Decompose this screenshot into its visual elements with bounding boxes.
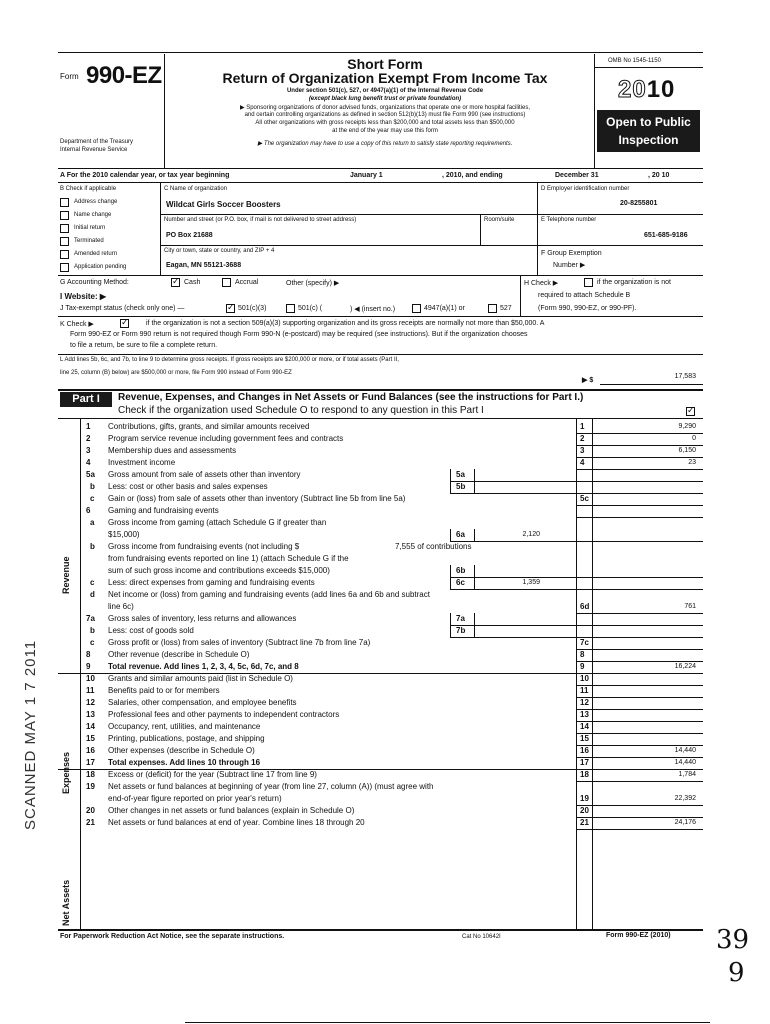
year-prefix: 20 — [618, 76, 647, 103]
tax-year — [618, 76, 675, 104]
line-description: Net assets or fund balances at end of year. Combine lines 18 through 20 — [108, 818, 365, 827]
line-description: Gaming and fundraising events — [108, 506, 219, 515]
line-box-number: 15 — [580, 734, 589, 743]
line-box-number: 20 — [580, 806, 589, 815]
line-number: 2 — [86, 434, 91, 443]
line-rule — [576, 757, 703, 758]
subtitle-7: ▶ The organization may have to use a copy of this return to satisfy state reporting requirements. — [257, 141, 513, 147]
line-amount[interactable]: 9,290 — [678, 423, 696, 430]
line-description: Gross income from fundraising events (not including $ — [108, 542, 300, 551]
line-box-number: 10 — [580, 674, 589, 683]
inner-box-number: 7a — [456, 614, 465, 623]
line-description: Gain or (loss) from sale of assets other than inventory (Subtract line 5b from line 5a) — [108, 494, 406, 503]
inner-box-number: 6a — [456, 530, 465, 539]
line-box-number: 16 — [580, 746, 589, 755]
name-change-checkbox[interactable] — [60, 211, 69, 220]
line-rule — [576, 709, 703, 710]
line-number: 15 — [86, 734, 95, 743]
line-rule — [450, 625, 451, 637]
line-box-number: 7c — [580, 638, 589, 647]
line-number: c — [90, 494, 95, 503]
form-label: Form — [60, 72, 79, 81]
line-number: 9 — [86, 662, 91, 671]
line-amount[interactable]: 14,440 — [674, 759, 696, 766]
line-rule — [450, 469, 451, 481]
application-pending-checkbox[interactable] — [60, 263, 69, 272]
line-number: 21 — [86, 818, 95, 827]
line-number: b — [90, 626, 95, 635]
line-rule — [576, 589, 703, 590]
line-k-label: K Check ▶ — [60, 321, 94, 328]
line-rule — [592, 419, 593, 929]
omb-number: OMB No 1545-1150 — [608, 58, 661, 64]
line-description: Less: cost or other basis and sales expenses — [108, 482, 268, 491]
line-description: Total revenue. Add lines 1, 2, 3, 4, 5c, 6d, 7c, and 8 — [108, 662, 299, 671]
line-description-cont: sum of such gross income and contributions exceeds $15,000) — [108, 566, 330, 575]
line-description: Less: cost of goods sold — [108, 626, 194, 635]
line-number: 5a — [86, 470, 95, 479]
line-rule — [450, 481, 576, 482]
line-number: c — [90, 578, 95, 587]
line-rule — [474, 481, 475, 493]
line-f-number-label: Number ▶ — [553, 262, 586, 269]
line-description-cont: line 6c) — [108, 602, 134, 611]
line-d-label: D Employer identification number — [541, 186, 630, 192]
line-number: 6 — [86, 506, 91, 515]
dept-line-2: Internal Revenue Service — [60, 147, 128, 153]
line-rule — [576, 517, 703, 518]
name-change-label: Name change — [74, 212, 112, 218]
part-1-title-main: Revenue, Expenses, and Changes in Net Assets or Fund Balances — [118, 392, 433, 403]
open-line-1: Open to Public — [606, 115, 691, 129]
line-description: Net income or (loss) from gaming and fundraising events (add lines 6a and 6b and subtract — [108, 590, 430, 599]
line-box-number: 18 — [580, 770, 589, 779]
501c-checkbox[interactable] — [286, 304, 295, 313]
gross-receipts-value: 17,583 — [674, 373, 696, 380]
line-rule — [576, 419, 577, 929]
line-k-checkbox[interactable] — [120, 319, 129, 328]
line-rule — [576, 649, 703, 650]
organization-name: Wildcat Girls Soccer Boosters — [166, 200, 281, 209]
line-description: Gross income from gaming (attach Schedule G if greater than — [108, 518, 327, 527]
line-amount[interactable]: 23 — [688, 459, 696, 466]
line-rule — [576, 637, 703, 638]
line-description: Grants and similar amounts paid (list in Schedule O) — [108, 674, 293, 683]
inner-box-number: 6b — [456, 566, 466, 575]
line-rule — [576, 613, 703, 614]
insert-no-label: ) ◀ (insert no.) — [350, 306, 396, 313]
form-title: Return of Organization Exempt From Income Tax — [222, 70, 548, 86]
line-description: Salaries, other compensation, and employee benefits — [108, 698, 297, 707]
501c-label: 501(c) ( — [298, 305, 323, 312]
line-box-number: 21 — [580, 818, 589, 827]
line-number: b — [90, 482, 95, 491]
inner-box-number: 5a — [456, 470, 465, 479]
line-amount[interactable]: 6,150 — [678, 447, 696, 454]
line-number: 17 — [86, 758, 95, 767]
paperwork-notice: For Paperwork Reduction Act Notice, see the separate instructions. — [60, 933, 285, 940]
subtitle-5: All other organizations with gross receipts less than $200,000 and total assets less than $500,000 — [255, 120, 515, 126]
line-number: 14 — [86, 722, 95, 731]
open-to-public-badge — [597, 110, 700, 152]
line-rule — [450, 565, 451, 577]
line-amount[interactable]: 16,224 — [674, 663, 696, 670]
501c3-label: 501(c)(3) — [238, 305, 267, 312]
handwritten-mark-1: 39 — [716, 925, 750, 955]
line-rule — [474, 613, 475, 625]
line-rule — [576, 493, 703, 494]
telephone-number: 651-685-9186 — [644, 232, 688, 239]
subtitle-3: ▶ Sponsoring organizations of donor advised funds, organizations that operate one or more hospital facilities, — [239, 105, 531, 111]
line-rule — [474, 565, 475, 577]
department-label — [60, 138, 133, 154]
line-number: 4 — [86, 458, 91, 467]
line-rule — [450, 577, 576, 578]
schedule-o-check-text: Check if the organization used Schedule O to respond to any question in this Part I — [118, 405, 484, 416]
inner-amount[interactable]: 2,120 — [522, 531, 540, 538]
line-b-label: B Check if applicable — [60, 186, 117, 192]
line-rule — [576, 541, 703, 542]
line-number: 1 — [86, 422, 91, 431]
inner-box-number: 6c — [456, 578, 465, 587]
501c3-checkbox[interactable] — [226, 304, 235, 313]
year-suffix: 10 — [646, 76, 676, 103]
website-label: I Website: ▶ — [60, 292, 107, 301]
part-1-title — [118, 392, 583, 403]
line-rule — [576, 721, 703, 722]
line-h-label: H Check ▶ — [524, 280, 559, 287]
line-rule — [576, 745, 703, 746]
schedule-o-checkbox[interactable] — [686, 407, 695, 416]
line-number: 19 — [86, 782, 95, 791]
line-description: Contributions, gifts, grants, and similar amounts received — [108, 422, 310, 431]
line-description: Less: direct expenses from gaming and fundraising events — [108, 578, 315, 587]
line-rule — [576, 829, 703, 830]
line-rule — [576, 457, 703, 458]
line-h-text-2: required to attach Schedule B — [538, 292, 631, 299]
inner-amount[interactable]: 1,359 — [522, 579, 540, 586]
line-rule — [474, 469, 475, 481]
scanned-stamp: SCANNED MAY 1 7 2011 — [22, 639, 39, 830]
line-rule — [450, 613, 451, 625]
line-rule — [576, 445, 703, 446]
initial-return-checkbox[interactable] — [60, 224, 69, 233]
line-rule — [576, 805, 703, 806]
subtitle-2: (except black lung benefit trust or private foundation) — [308, 96, 462, 102]
line-box-number: 19 — [580, 794, 589, 803]
employer-id-number: 20-8255801 — [620, 200, 658, 207]
line-g-label: G Accounting Method: — [60, 279, 129, 286]
line-amount[interactable]: 1,784 — [678, 771, 696, 778]
line-amount[interactable]: 0 — [692, 435, 696, 442]
line-l-arrow: ▶ $ — [582, 377, 594, 384]
inner-box-number: 7b — [456, 626, 466, 635]
line-description: Printing, publications, postage, and shipping — [108, 734, 265, 743]
line-j-label: J Tax-exempt status (check only one) — — [60, 305, 185, 312]
line-description: Occupancy, rent, utilities, and maintenance — [108, 722, 261, 731]
line-description: Net assets or fund balances at beginning of year (from line 27, column (A)) (must agree with — [108, 782, 434, 791]
accrual-checkbox[interactable] — [222, 278, 231, 287]
line-amount[interactable]: 22,392 — [674, 795, 696, 802]
line-box-number: 9 — [580, 662, 585, 671]
line-rule — [80, 419, 81, 929]
address-change-label: Address change — [74, 199, 118, 205]
amended-return-checkbox[interactable] — [60, 250, 69, 259]
part-1-label: Part I — [60, 392, 112, 407]
contributions-amount: 7,555 of contributions — [395, 542, 472, 551]
line-box-number: 2 — [580, 434, 585, 443]
line-description: Benefits paid to or for members — [108, 686, 220, 695]
line-l-text-1: L Add lines 5b, 6c, and 7b, to line 9 to determine gross receipts. If gross receipts are $200,000 or more, or if total assets (Part II, — [60, 357, 399, 363]
line-rule — [576, 781, 703, 782]
line-rule — [450, 481, 451, 493]
form-footer-label: Form 990-EZ (2010) — [606, 932, 671, 939]
line-number: b — [90, 542, 95, 551]
line-rule — [450, 625, 576, 626]
line-rule — [576, 697, 703, 698]
line-box-number: 3 — [580, 446, 585, 455]
inner-box-number: 5b — [456, 482, 466, 491]
line-h-text-1: if the organization is not — [597, 279, 671, 286]
line-rule — [576, 733, 703, 734]
and-ending-label: , 2010, and ending — [442, 172, 503, 179]
form-number: 990-EZ — [86, 62, 162, 89]
line-description-cont: $15,000) — [108, 530, 140, 539]
line-description: Total expenses. Add lines 10 through 16 — [108, 758, 261, 767]
part-1-title-note: (see the instructions for Part I.) — [435, 392, 584, 403]
line-rule — [576, 625, 703, 626]
527-label: 527 — [500, 305, 512, 312]
4947-checkbox[interactable] — [412, 304, 421, 313]
line-number: a — [90, 518, 95, 527]
line-rule — [576, 481, 703, 482]
line-number: 7a — [86, 614, 95, 623]
line-e-label: E Telephone number — [541, 217, 597, 223]
subtitle-4: and certain controlling organizations as defined in section 512(b)(13) must file Form 990 (see instructions) — [244, 112, 526, 118]
terminated-checkbox[interactable] — [60, 237, 69, 246]
tax-year-begin: January 1 — [350, 172, 383, 179]
line-c-label: C Name of organization — [164, 186, 228, 192]
line-description: Other changes in net assets or fund balances (explain in Schedule O) — [108, 806, 355, 815]
cash-label: Cash — [184, 279, 201, 286]
line-l-text-2: line 25, column (B) below) are $500,000 or more, file Form 990 instead of Form 990-EZ — [60, 370, 292, 376]
line-box-number: 13 — [580, 710, 589, 719]
application-pending-label: Application pending — [74, 264, 127, 270]
line-box-number: 4 — [580, 458, 585, 467]
line-number: 10 — [86, 674, 95, 683]
line-description: Gross amount from sale of assets other than inventory — [108, 470, 301, 479]
subtitle-6: at the end of the year may use this form — [332, 128, 438, 134]
line-number: 11 — [86, 686, 95, 695]
line-box-number: 17 — [580, 758, 589, 767]
line-number: d — [90, 590, 95, 599]
line-rule — [576, 685, 703, 686]
terminated-label: Terminated — [74, 238, 104, 244]
line-box-number: 11 — [580, 686, 589, 695]
other-method-label: Other (specify) ▶ — [286, 280, 340, 287]
expenses-side-label: Expenses — [61, 751, 71, 794]
line-box-number: 6d — [580, 602, 590, 611]
subtitle-1: Under section 501(c), 527, or 4947(a)(1) of the Internal Revenue Code — [286, 88, 484, 94]
city-state-zip: Eagan, MN 55121-3688 — [166, 262, 242, 269]
line-description: Investment income — [108, 458, 176, 467]
line-description: Membership dues and assessments — [108, 446, 237, 455]
revenue-side-label: Revenue — [61, 556, 71, 594]
street-label: Number and street (or P.O. box, if mail is not delivered to street address) — [164, 217, 357, 223]
city-label: City or town, state or country, and ZIP + 4 — [164, 248, 275, 254]
line-number: 12 — [86, 698, 95, 707]
line-description: Program service revenue including government fees and contracts — [108, 434, 344, 443]
line-description: Other expenses (describe in Schedule O) — [108, 746, 255, 755]
line-k-text-2: Form 990-EZ or Form 990 return is not required though Form 990-N (e-postcard) may be required (see instructions). But if the organization chooses — [70, 331, 528, 338]
line-number: 8 — [86, 650, 91, 659]
line-description: Gross profit or (loss) from sales of inventory (Subtract line 7b from line 7a) — [108, 638, 371, 647]
line-k-text-1: if the organization is not a section 509(a)(3) supporting organization and its gross receipts are normally not more than $50,000. A — [146, 320, 545, 327]
handwritten-mark-2: 9 — [728, 958, 745, 988]
line-box-number: 5c — [580, 494, 589, 503]
line-description: Gross sales of inventory, less returns and allowances — [108, 614, 297, 623]
line-amount[interactable]: 14,440 — [674, 747, 696, 754]
line-amount[interactable]: 761 — [684, 603, 696, 610]
line-description-cont: from fundraising events reported on line 1) (attach Schedule G if the — [108, 554, 349, 563]
cash-checkbox[interactable] — [171, 278, 180, 287]
dept-line-1: Department of the Treasury — [60, 139, 134, 145]
catalog-number: Cat No 10642I — [462, 934, 501, 940]
line-a-label: A For the 2010 calendar year, or tax year beginning — [60, 172, 230, 179]
line-rule — [576, 469, 703, 470]
line-rule — [576, 433, 703, 434]
line-rule — [576, 505, 703, 506]
line-h-text-3: (Form 990, 990-EZ, or 990-PF). — [538, 305, 637, 312]
line-rule — [576, 577, 703, 578]
tax-year-end: December 31 — [555, 172, 599, 179]
short-form-title: Short Form — [347, 56, 423, 72]
line-box-number: 1 — [580, 422, 585, 431]
open-line-2: Inspection — [618, 133, 679, 147]
amended-return-label: Amended return — [74, 251, 118, 257]
4947-label: 4947(a)(1) or — [424, 305, 465, 312]
line-rule — [450, 493, 576, 494]
net-assets-side-label: Net Assets — [61, 879, 71, 926]
line-number: 20 — [86, 806, 95, 815]
line-number: 18 — [86, 770, 95, 779]
line-description: Other revenue (describe in Schedule O) — [108, 650, 250, 659]
line-description-cont: end-of-year figure reported on prior year's return) — [108, 794, 282, 803]
527-checkbox[interactable] — [488, 304, 497, 313]
line-description: Excess or (deficit) for the year (Subtract line 17 from line 9) — [108, 770, 317, 779]
line-rule — [576, 817, 703, 818]
line-number: 3 — [86, 446, 91, 455]
line-rule — [474, 625, 475, 637]
line-number: c — [90, 638, 95, 647]
line-box-number: 8 — [580, 650, 585, 659]
room-label: Room/suite — [484, 217, 515, 223]
initial-return-label: Initial return — [74, 225, 106, 231]
line-number: 16 — [86, 746, 95, 755]
line-rule — [450, 637, 576, 638]
line-rule — [450, 589, 576, 590]
line-description: Professional fees and other payments to independent contractors — [108, 710, 340, 719]
line-box-number: 12 — [580, 698, 589, 707]
line-k-text-3: to file a return, be sure to file a complete return. — [70, 342, 218, 349]
line-amount[interactable]: 24,176 — [674, 819, 696, 826]
address-change-checkbox[interactable] — [60, 198, 69, 207]
line-f-label: F Group Exemption — [541, 250, 602, 257]
line-box-number: 14 — [580, 722, 589, 731]
line-rule — [576, 661, 703, 662]
line-number: 13 — [86, 710, 95, 719]
tax-year-end-year: , 20 10 — [648, 172, 670, 179]
accrual-label: Accrual — [235, 279, 259, 286]
schedule-b-checkbox[interactable] — [584, 278, 593, 287]
street-address: PO Box 21688 — [166, 232, 213, 239]
